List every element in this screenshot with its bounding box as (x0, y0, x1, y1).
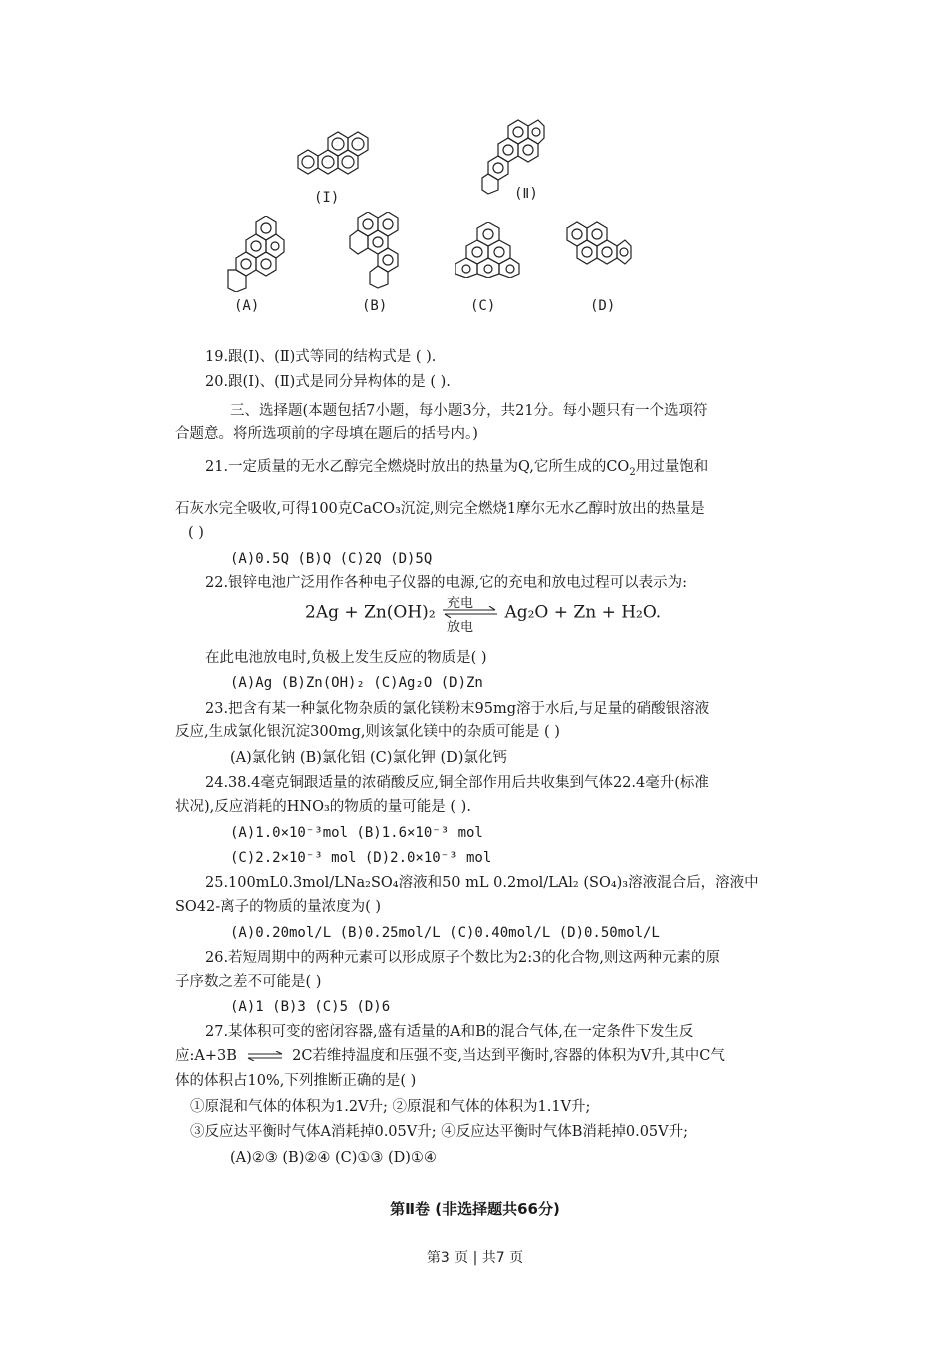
question-24-options2: (C)2.2×10⁻³ mol (D)2.0×10⁻³ mol (230, 850, 492, 866)
structure-C-label: (C) (470, 298, 496, 314)
section-3-heading-line2: 合题意。将所选项前的字母填在题后的括号内。) (175, 426, 478, 442)
question-20: 20.跟(Ⅰ)、(Ⅱ)式是同分异构体的是 ( ). (205, 374, 451, 390)
equation-left: 2Ag + Zn(OH)₂ (305, 602, 436, 623)
question-25-options: (A)0.20mol/L (B)0.25mol/L (C)0.40mol/L (D)0.50mol/L (230, 925, 660, 941)
question-27-line3: 体的体积占10%,下列推断正确的是( ) (175, 1073, 417, 1089)
structure-I-label: (I) (314, 190, 340, 206)
question-24-options1: (A)1.0×10⁻³mol (B)1.6×10⁻³ mol (230, 825, 483, 841)
question-25-line2: SO42-离子的物质的量浓度为( ) (175, 899, 382, 915)
question-27-statement1: ①原混和气体的体积为1.2V升; ②原混和气体的体积为1.1V升; (190, 1099, 591, 1115)
question-21-blank: ( ) (188, 525, 204, 541)
structure-C (455, 222, 521, 278)
question-22-line1: 22.银锌电池广泛用作各种电子仪器的电源,它的充电和放电过程可以表示为: (205, 575, 688, 591)
question-22-equation (305, 596, 662, 635)
structure-II (478, 118, 548, 196)
question-27-options: (A)②③ (B)②④ (C)①③ (D)①④ (230, 1150, 437, 1166)
structure-II-label: (Ⅱ) (514, 186, 538, 202)
structure-D (563, 216, 633, 274)
question-23-line2: 反应,生成氯化银沉淀300mg,则该氯化镁中的杂质可能是 ( ) (175, 724, 560, 740)
question-25-line1: 25.100mL0.3mol/LNa₂SO₄溶液和50 mL 0.2mol/LAl₂ (SO₄)₃溶液混合后，溶液中 (205, 875, 759, 891)
structure-I (286, 126, 372, 190)
question-21-options: (A)0.5Q (B)Q (C)2Q (D)5Q (230, 551, 433, 567)
question-27-statement2: ③反应达平衡时气体A消耗掉0.05V升; ④反应达平衡时气体B消耗掉0.05V升; (190, 1124, 689, 1140)
question-22-line2: 在此电池放电时,负极上发生反应的物质是( ) (205, 650, 487, 666)
discharge-label: 放电 (447, 620, 474, 635)
equation-right: Ag₂O + Zn + H₂O. (504, 602, 662, 623)
reversible-arrow (441, 596, 499, 635)
structure-D-label: (D) (590, 298, 616, 314)
page-footer: 第3 页 | 共7 页 (426, 1250, 524, 1266)
question-19: 19.跟(Ⅰ)、(Ⅱ)式等同的结构式是 ( ). (205, 349, 437, 365)
question-23-options: (A)氯化钠 (B)氯化铝 (C)氯化钾 (D)氯化钙 (230, 750, 507, 766)
equilibrium-arrow-icon (246, 1051, 284, 1061)
question-27-line2: 应:A+3B 2C若维持温度和压强不变,当达到平衡时,容器的体积为V升,其中C气 (175, 1048, 725, 1064)
structure-A-label: (A) (234, 298, 260, 314)
structure-A (226, 216, 288, 292)
question-26-line2: 子序数之差不可能是( ) (175, 974, 322, 990)
question-27-line1: 27.某体积可变的密闭容器,盛有适量的A和B的混合气体,在一定条件下发生反 (205, 1024, 694, 1040)
question-26-options: (A)1 (B)3 (C)5 (D)6 (230, 999, 391, 1015)
question-24-line1: 24.38.4毫克铜跟适量的浓硝酸反应,铜全部作用后共收集到气体22.4毫升(标准 (205, 775, 709, 791)
section-3-heading-line1: 三、选择题(本题包括7小题，每小题3分，共21分。每小题只有一个选项符 (230, 403, 708, 419)
charge-label: 充电 (447, 596, 474, 611)
question-24-line2: 状况),反应消耗的HNO₃的物质的量可能是 ( ). (175, 799, 471, 815)
part-2-header: 第Ⅱ卷 (非选择题共66分) (390, 1200, 560, 1218)
structure-B-label: (B) (362, 298, 388, 314)
structure-B (348, 212, 402, 290)
question-21-line1: 21.一定质量的无水乙醇完全燃烧时放出的热量为Q,它所生成的$CO_2$用过量饱和 (205, 459, 709, 478)
question-22-options: (A)Ag (B)Zn(OH)₂ (C)Ag₂O (D)Zn (230, 675, 483, 691)
question-26-line1: 26.若短周期中的两种元素可以形成原子个数比为2:3的化合物,则这两种元素的原 (205, 950, 721, 966)
question-23-line1: 23.把含有某一种氯化物杂质的氯化镁粉末95mg溶于水后,与足量的硝酸银溶液 (205, 701, 710, 717)
question-21-line2: 石灰水完全吸收,可得100克CaCO₃沉淀,则完全燃烧1摩尔无水乙醇时放出的热量是 (175, 501, 705, 517)
